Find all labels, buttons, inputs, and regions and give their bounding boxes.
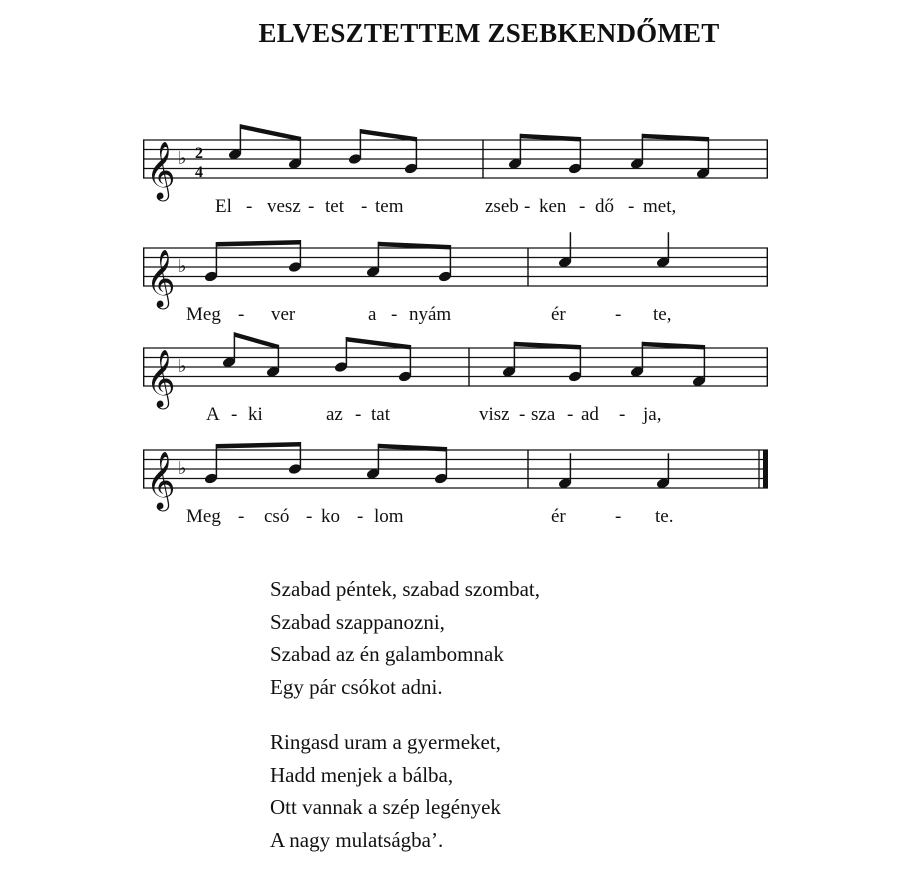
- lyric-hyphen: -: [391, 304, 398, 325]
- lyric-syllable: Meg: [186, 506, 221, 527]
- verse-line: Ringasd uram a gyermeket,: [270, 730, 501, 754]
- lyric-hyphen: -: [615, 506, 622, 527]
- lyric-syllable: ver: [271, 304, 296, 325]
- lyric-syllable: nyám: [409, 304, 452, 325]
- lyric-hyphen: -: [357, 506, 364, 527]
- flat-key-signature-icon: ♭: [178, 458, 187, 479]
- lyric-syllable: tat: [371, 404, 390, 425]
- staff: [143, 440, 768, 510]
- lyric-hyphen: -: [361, 196, 368, 217]
- lyric-syllable: az: [326, 404, 343, 425]
- lyric-hyphen: -: [567, 404, 574, 425]
- stanza-2: [270, 726, 540, 856]
- lyric-hyphen: -: [355, 404, 362, 425]
- final-barline-thick: [763, 450, 768, 488]
- lyric-syllable: lom: [374, 506, 404, 527]
- lyric-hyphen: -: [619, 404, 626, 425]
- lyric-syllable: ér: [551, 506, 566, 527]
- verse-line: Egy pár csókot adni.: [270, 674, 443, 699]
- lyric-syllable: A: [206, 404, 220, 425]
- lyric-hyphen: -: [519, 404, 526, 425]
- lyric-syllable: El: [215, 196, 232, 217]
- lyric-hyphen: -: [308, 196, 315, 217]
- lyric-syllable: visz: [479, 404, 510, 425]
- lyric-syllable: ad: [581, 404, 599, 425]
- lyric-hyphen: -: [524, 196, 531, 217]
- flat-key-signature-icon: ♭: [178, 256, 187, 277]
- lyric-hyphen: -: [238, 506, 245, 527]
- lyric-hyphen: -: [579, 196, 586, 217]
- lyric-syllable: vesz: [267, 196, 301, 217]
- staff-system-2: [143, 238, 768, 328]
- verse-line: Ott vannak a szép legények: [270, 795, 501, 819]
- eighth-beam: [240, 124, 300, 141]
- verse-line: Szabad az én galambomnak: [270, 642, 504, 666]
- lyric-syllable: a: [368, 304, 377, 325]
- verse-line: Hadd menjek a bálba,: [270, 762, 454, 787]
- lyric-syllable: dő: [595, 196, 614, 217]
- verses: [270, 573, 540, 879]
- lyric-syllable: Meg: [186, 304, 221, 325]
- lyric-syllable: ko: [321, 506, 340, 527]
- staff-system-3: [143, 338, 768, 428]
- flat-key-signature-icon: ♭: [178, 148, 187, 169]
- lyric-hyphen: -: [246, 196, 253, 217]
- lyric-syllable: te,: [653, 304, 672, 325]
- flat-key-signature-icon: ♭: [178, 356, 187, 377]
- staff-system-4: [143, 440, 768, 530]
- staff: [143, 130, 768, 200]
- time-signature-bottom: 4: [195, 164, 203, 181]
- treble-clef-icon: 𝄞: [146, 249, 176, 307]
- eighth-beam: [234, 332, 278, 349]
- lyric-syllable: tem: [375, 196, 404, 217]
- song-title: ELVESZTETTEM ZSEBKENDŐMET: [258, 18, 720, 48]
- lyric-syllable: sza: [531, 404, 556, 425]
- lyric-syllable: ér: [551, 304, 566, 325]
- lyric-syllable: zseb: [485, 196, 519, 217]
- lyric-hyphen: -: [231, 404, 238, 425]
- lyric-syllable: ja,: [643, 404, 662, 425]
- lyric-syllable: ken: [539, 196, 567, 217]
- verse-line: Szabad szappanozni,: [270, 609, 445, 634]
- staff: [143, 238, 768, 308]
- lyric-syllable: te.: [655, 506, 674, 527]
- verse-line: A nagy mulatságba’.: [270, 827, 444, 852]
- lyric-syllable: ki: [248, 404, 263, 425]
- eighth-beam: [216, 442, 300, 449]
- lyric-syllable: csó: [264, 506, 290, 527]
- treble-clef-icon: 𝄞: [146, 451, 176, 509]
- eighth-beam: [216, 240, 300, 247]
- lyric-hyphen: -: [238, 304, 245, 325]
- lyric-syllable: met,: [643, 196, 677, 217]
- lyric-syllable: tet: [325, 196, 344, 217]
- staff: [143, 338, 768, 408]
- verse-line: Szabad péntek, szabad szombat,: [270, 577, 540, 601]
- staff-system-1: [143, 130, 768, 220]
- lyric-hyphen: -: [628, 196, 635, 217]
- treble-clef-icon: 𝄞: [146, 141, 176, 199]
- stanza-1: [270, 573, 540, 703]
- lyric-hyphen: -: [615, 304, 622, 325]
- treble-clef-icon: 𝄞: [146, 349, 176, 407]
- time-signature-top: 2: [195, 145, 203, 162]
- lyric-hyphen: -: [306, 506, 313, 527]
